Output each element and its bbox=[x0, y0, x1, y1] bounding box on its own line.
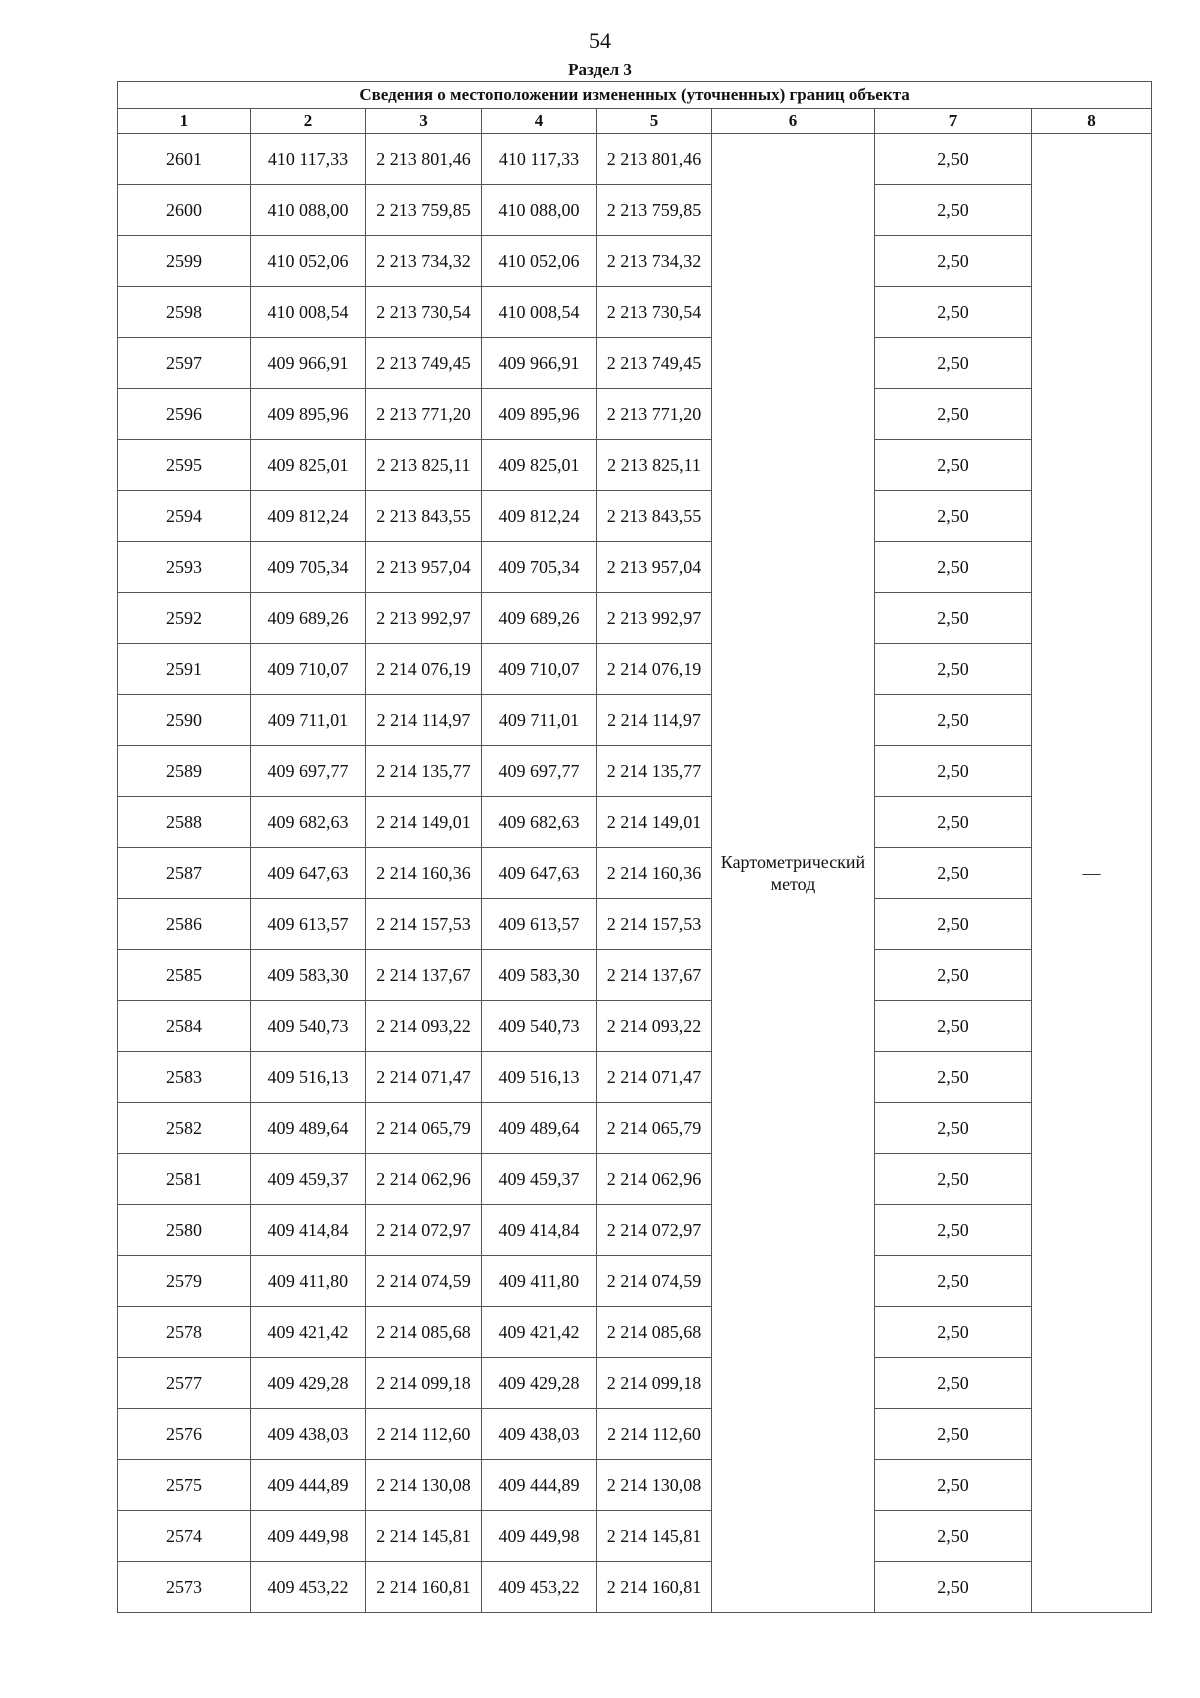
cell-x2: 409 516,13 bbox=[482, 1052, 597, 1103]
cell-x2: 409 583,30 bbox=[482, 950, 597, 1001]
table-caption: Сведения о местоположении измененных (уточненных) границ объекта bbox=[118, 82, 1152, 109]
cell-y2: 2 214 130,08 bbox=[597, 1460, 712, 1511]
cell-y2: 2 214 093,22 bbox=[597, 1001, 712, 1052]
cell-y2: 2 214 160,36 bbox=[597, 848, 712, 899]
cell-point: 2600 bbox=[118, 185, 251, 236]
cell-x2: 409 697,77 bbox=[482, 746, 597, 797]
cell-x1: 409 540,73 bbox=[251, 1001, 366, 1052]
cell-y2: 2 213 734,32 bbox=[597, 236, 712, 287]
cell-x2: 409 647,63 bbox=[482, 848, 597, 899]
cell-y2: 2 213 992,97 bbox=[597, 593, 712, 644]
cell-point: 2580 bbox=[118, 1205, 251, 1256]
cell-y2: 2 213 801,46 bbox=[597, 134, 712, 185]
cell-y1: 2 214 149,01 bbox=[366, 797, 482, 848]
table-row bbox=[118, 1358, 1152, 1409]
cell-point: 2591 bbox=[118, 644, 251, 695]
cell-point: 2578 bbox=[118, 1307, 251, 1358]
cell-accuracy: 2,50 bbox=[875, 1052, 1032, 1103]
cell-point: 2590 bbox=[118, 695, 251, 746]
cell-y2: 2 213 825,11 bbox=[597, 440, 712, 491]
cell-accuracy: 2,50 bbox=[875, 134, 1032, 185]
column-number-2: 2 bbox=[251, 109, 366, 134]
cell-y1: 2 213 825,11 bbox=[366, 440, 482, 491]
cell-accuracy: 2,50 bbox=[875, 440, 1032, 491]
cell-point: 2599 bbox=[118, 236, 251, 287]
table-row bbox=[118, 389, 1152, 440]
cell-x1: 409 444,89 bbox=[251, 1460, 366, 1511]
cell-accuracy: 2,50 bbox=[875, 287, 1032, 338]
cell-accuracy: 2,50 bbox=[875, 1358, 1032, 1409]
cell-y1: 2 213 801,46 bbox=[366, 134, 482, 185]
cell-point: 2582 bbox=[118, 1103, 251, 1154]
cell-point: 2573 bbox=[118, 1562, 251, 1613]
cell-accuracy: 2,50 bbox=[875, 1205, 1032, 1256]
cell-y2: 2 214 099,18 bbox=[597, 1358, 712, 1409]
cell-x1: 409 449,98 bbox=[251, 1511, 366, 1562]
cell-point: 2594 bbox=[118, 491, 251, 542]
cell-accuracy: 2,50 bbox=[875, 389, 1032, 440]
cell-x2: 410 117,33 bbox=[482, 134, 597, 185]
cell-y1: 2 214 099,18 bbox=[366, 1358, 482, 1409]
cell-accuracy: 2,50 bbox=[875, 1460, 1032, 1511]
cell-accuracy: 2,50 bbox=[875, 338, 1032, 389]
cell-x2: 409 453,22 bbox=[482, 1562, 597, 1613]
cell-x2: 410 052,06 bbox=[482, 236, 597, 287]
column-number-7: 7 bbox=[875, 109, 1032, 134]
cell-x1: 409 710,07 bbox=[251, 644, 366, 695]
cell-point: 2598 bbox=[118, 287, 251, 338]
column-number-5: 5 bbox=[597, 109, 712, 134]
table-row bbox=[118, 695, 1152, 746]
cell-y1: 2 214 137,67 bbox=[366, 950, 482, 1001]
cell-x1: 409 705,34 bbox=[251, 542, 366, 593]
cell-y2: 2 214 065,79 bbox=[597, 1103, 712, 1154]
cell-x1: 409 647,63 bbox=[251, 848, 366, 899]
cell-y2: 2 213 771,20 bbox=[597, 389, 712, 440]
cell-x1: 409 516,13 bbox=[251, 1052, 366, 1103]
cell-x1: 409 438,03 bbox=[251, 1409, 366, 1460]
cell-x1: 410 052,06 bbox=[251, 236, 366, 287]
cell-x2: 410 088,00 bbox=[482, 185, 597, 236]
cell-x1: 409 895,96 bbox=[251, 389, 366, 440]
cell-y1: 2 214 157,53 bbox=[366, 899, 482, 950]
cell-accuracy: 2,50 bbox=[875, 593, 1032, 644]
column-number-6: 6 bbox=[712, 109, 875, 134]
table-row bbox=[118, 1001, 1152, 1052]
cell-point: 2597 bbox=[118, 338, 251, 389]
cell-y1: 2 214 160,36 bbox=[366, 848, 482, 899]
cell-accuracy: 2,50 bbox=[875, 1103, 1032, 1154]
cell-y1: 2 213 759,85 bbox=[366, 185, 482, 236]
cell-x2: 409 682,63 bbox=[482, 797, 597, 848]
table-row bbox=[118, 1154, 1152, 1205]
cell-x2: 409 705,34 bbox=[482, 542, 597, 593]
cell-x2: 409 825,01 bbox=[482, 440, 597, 491]
table-row bbox=[118, 236, 1152, 287]
cell-point: 2575 bbox=[118, 1460, 251, 1511]
cell-accuracy: 2,50 bbox=[875, 1154, 1032, 1205]
cell-y1: 2 213 730,54 bbox=[366, 287, 482, 338]
cell-x2: 409 414,84 bbox=[482, 1205, 597, 1256]
cell-x1: 409 697,77 bbox=[251, 746, 366, 797]
cell-y1: 2 214 145,81 bbox=[366, 1511, 482, 1562]
cell-x2: 409 489,64 bbox=[482, 1103, 597, 1154]
cell-y1: 2 214 093,22 bbox=[366, 1001, 482, 1052]
cell-y1: 2 213 771,20 bbox=[366, 389, 482, 440]
cell-x1: 409 711,01 bbox=[251, 695, 366, 746]
cell-y1: 2 214 114,97 bbox=[366, 695, 482, 746]
cell-x2: 409 429,28 bbox=[482, 1358, 597, 1409]
cell-x1: 409 489,64 bbox=[251, 1103, 366, 1154]
cell-y1: 2 214 130,08 bbox=[366, 1460, 482, 1511]
cell-x1: 409 825,01 bbox=[251, 440, 366, 491]
table-row bbox=[118, 1256, 1152, 1307]
cell-y1: 2 214 065,79 bbox=[366, 1103, 482, 1154]
cell-x1: 409 613,57 bbox=[251, 899, 366, 950]
cell-accuracy: 2,50 bbox=[875, 185, 1032, 236]
cell-x2: 409 966,91 bbox=[482, 338, 597, 389]
cell-accuracy: 2,50 bbox=[875, 899, 1032, 950]
cell-x2: 409 689,26 bbox=[482, 593, 597, 644]
cell-y2: 2 213 957,04 bbox=[597, 542, 712, 593]
cell-x2: 409 459,37 bbox=[482, 1154, 597, 1205]
table-row bbox=[118, 899, 1152, 950]
cell-x1: 409 421,42 bbox=[251, 1307, 366, 1358]
table-row bbox=[118, 1307, 1152, 1358]
cell-x1: 409 689,26 bbox=[251, 593, 366, 644]
cell-y2: 2 214 074,59 bbox=[597, 1256, 712, 1307]
cell-y2: 2 214 114,97 bbox=[597, 695, 712, 746]
table-row bbox=[118, 491, 1152, 542]
table-row bbox=[118, 1103, 1152, 1154]
cell-point: 2586 bbox=[118, 899, 251, 950]
cell-y1: 2 214 074,59 bbox=[366, 1256, 482, 1307]
table-row bbox=[118, 1511, 1152, 1562]
cell-y2: 2 214 112,60 bbox=[597, 1409, 712, 1460]
column-number-8: 8 bbox=[1032, 109, 1152, 134]
table-row bbox=[118, 134, 1152, 185]
cell-y2: 2 214 062,96 bbox=[597, 1154, 712, 1205]
cell-y2: 2 214 157,53 bbox=[597, 899, 712, 950]
column-number-3: 3 bbox=[366, 109, 482, 134]
cell-x2: 409 895,96 bbox=[482, 389, 597, 440]
cell-y2: 2 214 149,01 bbox=[597, 797, 712, 848]
cell-point: 2584 bbox=[118, 1001, 251, 1052]
table-body bbox=[118, 134, 1152, 1613]
cell-x2: 409 710,07 bbox=[482, 644, 597, 695]
cell-point: 2574 bbox=[118, 1511, 251, 1562]
cell-x2: 409 444,89 bbox=[482, 1460, 597, 1511]
column-number-1: 1 bbox=[118, 109, 251, 134]
table-row bbox=[118, 440, 1152, 491]
cell-point: 2596 bbox=[118, 389, 251, 440]
cell-y2: 2 214 072,97 bbox=[597, 1205, 712, 1256]
table-row bbox=[118, 746, 1152, 797]
table-row bbox=[118, 287, 1152, 338]
cell-point: 2601 bbox=[118, 134, 251, 185]
cell-y1: 2 214 085,68 bbox=[366, 1307, 482, 1358]
cell-y1: 2 213 749,45 bbox=[366, 338, 482, 389]
table-row bbox=[118, 950, 1152, 1001]
cell-accuracy: 2,50 bbox=[875, 848, 1032, 899]
column-number-row bbox=[118, 109, 1152, 134]
table-row bbox=[118, 542, 1152, 593]
cell-x2: 409 540,73 bbox=[482, 1001, 597, 1052]
cell-x1: 409 453,22 bbox=[251, 1562, 366, 1613]
cell-x1: 409 411,80 bbox=[251, 1256, 366, 1307]
cell-x2: 409 711,01 bbox=[482, 695, 597, 746]
cell-accuracy: 2,50 bbox=[875, 542, 1032, 593]
cell-accuracy: 2,50 bbox=[875, 746, 1032, 797]
cell-y1: 2 214 112,60 bbox=[366, 1409, 482, 1460]
cell-x1: 409 682,63 bbox=[251, 797, 366, 848]
cell-accuracy: 2,50 bbox=[875, 1562, 1032, 1613]
cell-x1: 409 459,37 bbox=[251, 1154, 366, 1205]
cell-y1: 2 214 062,96 bbox=[366, 1154, 482, 1205]
cell-point: 2585 bbox=[118, 950, 251, 1001]
cell-accuracy: 2,50 bbox=[875, 1256, 1032, 1307]
cell-x1: 409 429,28 bbox=[251, 1358, 366, 1409]
cell-point: 2576 bbox=[118, 1409, 251, 1460]
cell-x1: 409 583,30 bbox=[251, 950, 366, 1001]
cell-x2: 409 812,24 bbox=[482, 491, 597, 542]
cell-y2: 2 213 759,85 bbox=[597, 185, 712, 236]
cell-point: 2593 bbox=[118, 542, 251, 593]
table-row bbox=[118, 1460, 1152, 1511]
cell-point: 2587 bbox=[118, 848, 251, 899]
page-number: 54 bbox=[589, 28, 611, 53]
cell-point: 2589 bbox=[118, 746, 251, 797]
cell-accuracy: 2,50 bbox=[875, 1511, 1032, 1562]
cell-y1: 2 214 076,19 bbox=[366, 644, 482, 695]
cell-x1: 410 088,00 bbox=[251, 185, 366, 236]
cell-accuracy: 2,50 bbox=[875, 695, 1032, 746]
cell-y2: 2 214 085,68 bbox=[597, 1307, 712, 1358]
table-row bbox=[118, 185, 1152, 236]
cell-y1: 2 213 957,04 bbox=[366, 542, 482, 593]
cell-y2: 2 214 071,47 bbox=[597, 1052, 712, 1103]
cell-point: 2592 bbox=[118, 593, 251, 644]
cell-y1: 2 214 072,97 bbox=[366, 1205, 482, 1256]
table-row bbox=[118, 848, 1152, 899]
cell-y2: 2 214 160,81 bbox=[597, 1562, 712, 1613]
cell-x2: 409 449,98 bbox=[482, 1511, 597, 1562]
cell-accuracy: 2,50 bbox=[875, 1307, 1032, 1358]
cell-y2: 2 214 135,77 bbox=[597, 746, 712, 797]
cell-x2: 409 438,03 bbox=[482, 1409, 597, 1460]
cell-y1: 2 213 992,97 bbox=[366, 593, 482, 644]
table-row bbox=[118, 797, 1152, 848]
cell-x2: 409 421,42 bbox=[482, 1307, 597, 1358]
table-row bbox=[118, 1052, 1152, 1103]
cell-accuracy: 2,50 bbox=[875, 950, 1032, 1001]
cell-y1: 2 213 734,32 bbox=[366, 236, 482, 287]
cell-y2: 2 213 749,45 bbox=[597, 338, 712, 389]
cell-x2: 410 008,54 bbox=[482, 287, 597, 338]
cell-x2: 409 411,80 bbox=[482, 1256, 597, 1307]
cell-point: 2579 bbox=[118, 1256, 251, 1307]
cell-accuracy: 2,50 bbox=[875, 1409, 1032, 1460]
cell-y1: 2 214 071,47 bbox=[366, 1052, 482, 1103]
cell-y2: 2 213 843,55 bbox=[597, 491, 712, 542]
cell-accuracy: 2,50 bbox=[875, 797, 1032, 848]
cell-point: 2583 bbox=[118, 1052, 251, 1103]
cell-y1: 2 213 843,55 bbox=[366, 491, 482, 542]
table-row bbox=[118, 1409, 1152, 1460]
cell-accuracy: 2,50 bbox=[875, 491, 1032, 542]
section-title: Раздел 3 bbox=[568, 60, 632, 79]
cell-point: 2577 bbox=[118, 1358, 251, 1409]
cell-x1: 409 812,24 bbox=[251, 491, 366, 542]
cell-x1: 410 008,54 bbox=[251, 287, 366, 338]
cell-y2: 2 214 076,19 bbox=[597, 644, 712, 695]
cell-point: 2595 bbox=[118, 440, 251, 491]
cell-y2: 2 214 137,67 bbox=[597, 950, 712, 1001]
table-row bbox=[118, 1205, 1152, 1256]
cell-y2: 2 214 145,81 bbox=[597, 1511, 712, 1562]
cell-y1: 2 214 135,77 bbox=[366, 746, 482, 797]
cell-x2: 409 613,57 bbox=[482, 899, 597, 950]
cell-note: — bbox=[1032, 134, 1152, 1613]
cell-method: Картометрический метод bbox=[712, 134, 875, 1613]
cell-point: 2588 bbox=[118, 797, 251, 848]
table-row bbox=[118, 1562, 1152, 1613]
cell-x1: 410 117,33 bbox=[251, 134, 366, 185]
cell-x1: 409 414,84 bbox=[251, 1205, 366, 1256]
cell-point: 2581 bbox=[118, 1154, 251, 1205]
cell-y1: 2 214 160,81 bbox=[366, 1562, 482, 1613]
table-row bbox=[118, 644, 1152, 695]
cell-x1: 409 966,91 bbox=[251, 338, 366, 389]
boundary-coordinates-table bbox=[117, 81, 1152, 1613]
table-row bbox=[118, 338, 1152, 389]
cell-accuracy: 2,50 bbox=[875, 644, 1032, 695]
table-row bbox=[118, 593, 1152, 644]
cell-accuracy: 2,50 bbox=[875, 236, 1032, 287]
column-number-4: 4 bbox=[482, 109, 597, 134]
cell-accuracy: 2,50 bbox=[875, 1001, 1032, 1052]
cell-y2: 2 213 730,54 bbox=[597, 287, 712, 338]
